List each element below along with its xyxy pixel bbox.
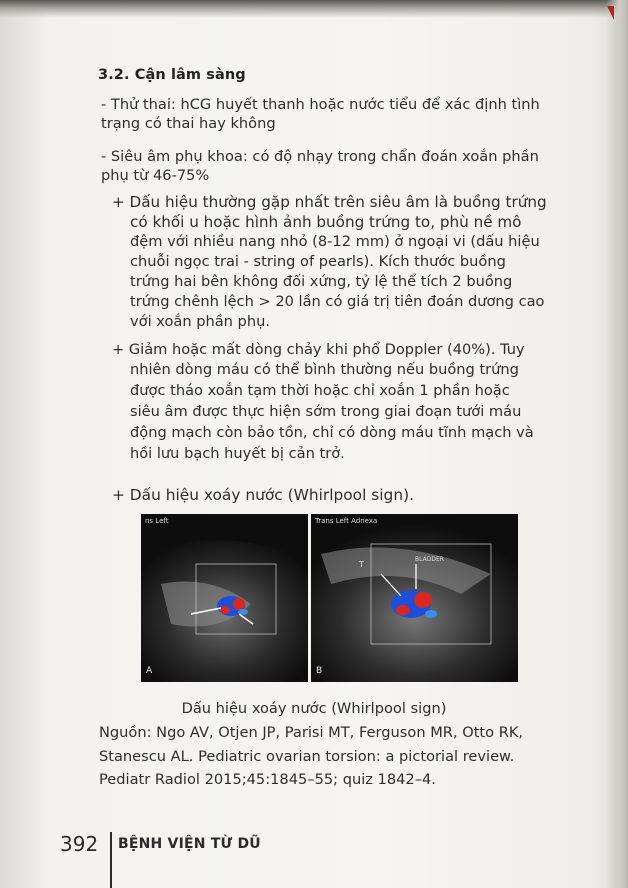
body-line: được tháo xoắn tạm thời hoặc chỉ xoắn 1 phần hoặc	[130, 382, 510, 399]
page-right-edge	[606, 0, 628, 888]
footer-divider	[110, 832, 112, 888]
ultrasound-b-graphic	[311, 514, 518, 682]
panel-b-t-label: T	[359, 560, 364, 569]
ultrasound-image-a	[141, 514, 308, 682]
source-line: Pediatr Radiol 2015;45:1845–55; quiz 1842–4.	[99, 771, 436, 788]
body-line: chuỗi ngọc trai - string of pearls). Kích thước buồng	[130, 253, 506, 270]
body-line: nhiên dòng máu có thể bình thường nếu buồng trứng	[130, 361, 519, 378]
scan-top-shadow	[0, 0, 628, 18]
source-line: Nguồn: Ngo AV, Otjen JP, Parisi MT, Ferguson MR, Otto RK,	[99, 724, 524, 741]
body-line: - Thử thai: hCG huyết thanh hoặc nước tiểu để xác định tình	[101, 96, 540, 113]
red-corner-mark	[607, 6, 614, 20]
body-line: động mạch còn bảo tồn, chỉ có dòng máu tĩnh mạch và	[130, 424, 534, 441]
ultrasound-image-b	[311, 514, 518, 682]
ultrasound-a-graphic	[141, 514, 308, 682]
body-line: hồi lưu bạch huyết bị cản trở.	[130, 445, 345, 462]
page-number: 392	[60, 832, 99, 856]
footer-title: BỆNH VIỆN TỪ DŨ	[118, 836, 261, 852]
figure-caption: Dấu hiệu xoáy nước (Whirlpool sign)	[181, 700, 447, 717]
body-line: trạng có thai hay không	[101, 115, 276, 132]
body-line: đệm với nhiều nang nhỏ (8-12 mm) ở ngoại vi (dấu hiệu	[130, 233, 540, 250]
body-line: + Giảm hoặc mất dòng chảy khi phổ Doppler (40%). Tuy	[112, 341, 525, 358]
body-line: phụ từ 46-75%	[101, 167, 210, 184]
panel-a-header: ns Left	[145, 517, 169, 525]
body-line: có khối u hoặc hình ảnh buồng trứng to, phù nề mô	[130, 213, 522, 231]
panel-b-header: Trans Left Adnexa	[315, 517, 378, 525]
body-line: trứng chênh lệch > 20 lần có giá trị tiên đoán dương cao	[130, 293, 545, 310]
body-line: trứng hai bên không đối xứng, tỷ lệ thể tích 2 buồng	[130, 273, 513, 290]
section-heading: 3.2. Cận lâm sàng	[98, 67, 246, 83]
panel-a-label: A	[146, 666, 153, 676]
panel-b-bladder-label: BLADDER	[415, 556, 444, 563]
body-line: - Siêu âm phụ khoa: có độ nhạy trong chẩn đoán xoắn phần	[101, 148, 539, 165]
body-line: siêu âm được thực hiện sớm trong giai đoạn tưới máu	[130, 403, 522, 420]
body-line: + Dấu hiệu xoáy nước (Whirlpool sign).	[112, 486, 414, 504]
body-line: với xoắn phần phụ.	[130, 313, 270, 330]
panel-b-label: B	[316, 666, 323, 676]
body-line: + Dấu hiệu thường gặp nhất trên siêu âm là buồng trứng	[112, 193, 547, 211]
source-line: Stanescu AL. Pediatric ovarian torsion: a pictorial review.	[99, 748, 515, 765]
